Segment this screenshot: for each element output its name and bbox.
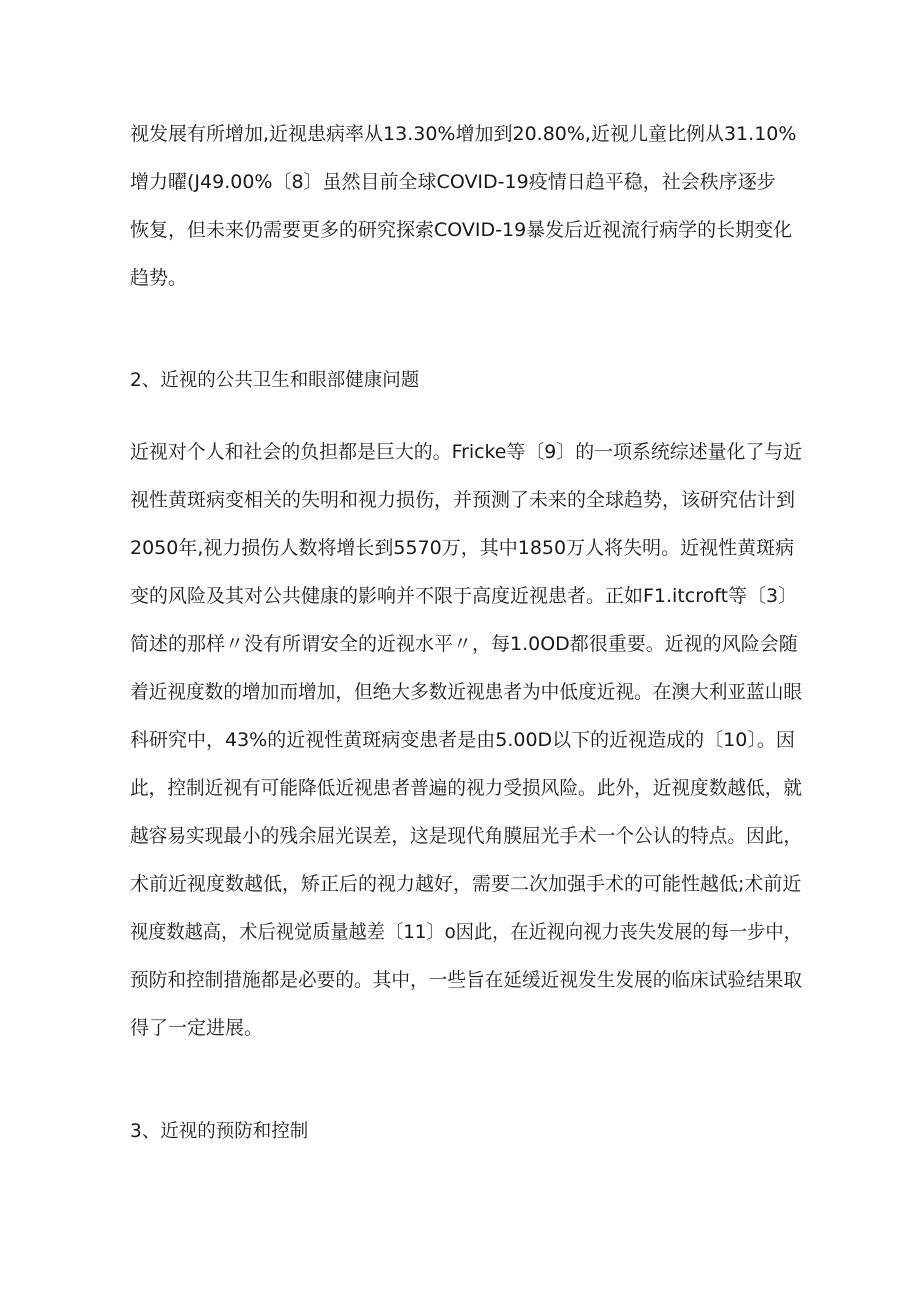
paragraph-line: 着近视度数的增加而增加，但绝大多数近视患者为中低度近视。在澳大利亚蓝山眼 [130,681,803,703]
paragraph-line: 恢复，但未来仍需要更多的研究探索COVID-19暴发后近视流行病学的长期变化 [130,219,793,241]
paragraph-line: 越容易实现最小的残余屈光误差，这是现代角膜屈光手术一个公认的特点。因此， [130,825,803,847]
paragraph-line: 视性黄斑病变相关的失明和视力损伤，并预测了未来的全球趋势，该研究估计到 [130,489,796,511]
paragraph-line: 视度数越高，术后视觉质量越差〔11〕o因此，在近视向视力丧失发展的每一步中， [130,921,802,943]
paragraph-line: 变的风险及其对公共健康的影响并不限于高度近视患者。正如F1.itcroft等〔3〕 [130,585,798,607]
paragraph-line: 此，控制近视有可能降低近视患者普遍的视力受损风险。此外，近视度数越低，就 [130,777,803,799]
paragraph-line: 简述的那样〃没有所谓安全的近视水平〃，每1.0OD都很重要。近视的风险会随 [130,633,798,655]
section-heading-3: 3、近视的预防和控制 [130,1121,309,1142]
paragraph-line: 近视对个人和社会的负担都是巨大的。Fricke等〔9〕的一项系统综述量化了与近 [130,441,803,463]
paragraph-line: 增力曜(J49.00%〔8〕虽然目前全球COVID-19疫情日趋平稳，社会秩序逐步 [130,171,776,193]
paragraph-line: 术前近视度数越低，矫正后的视力越好，需要二次加强手术的可能性越低;术前近 [130,873,802,895]
paragraph-line: 2050年,视力损伤人数将增长到5570万，其中1850万人将失明。近视性黄斑病 [130,537,795,559]
paragraph-line: 趋势。 [130,267,188,289]
paragraph-line: 科研究中，43%的近视性黄斑病变患者是由5.00D以下的近视造成的〔10〕。因 [130,729,795,751]
section-heading-2: 2、近视的公共卫生和眼部健康问题 [130,370,420,391]
paragraph-line: 得了一定进展。 [130,1017,264,1039]
paragraph-line: 视发展有所增加,近视患病率从13.30%增加到20.80%,近视儿童比例从31.10% [130,123,797,145]
paragraph-line: 预防和控制措施都是必要的。其中，一些旨在延缓近视发生发展的临床试验结果取 [130,969,803,991]
